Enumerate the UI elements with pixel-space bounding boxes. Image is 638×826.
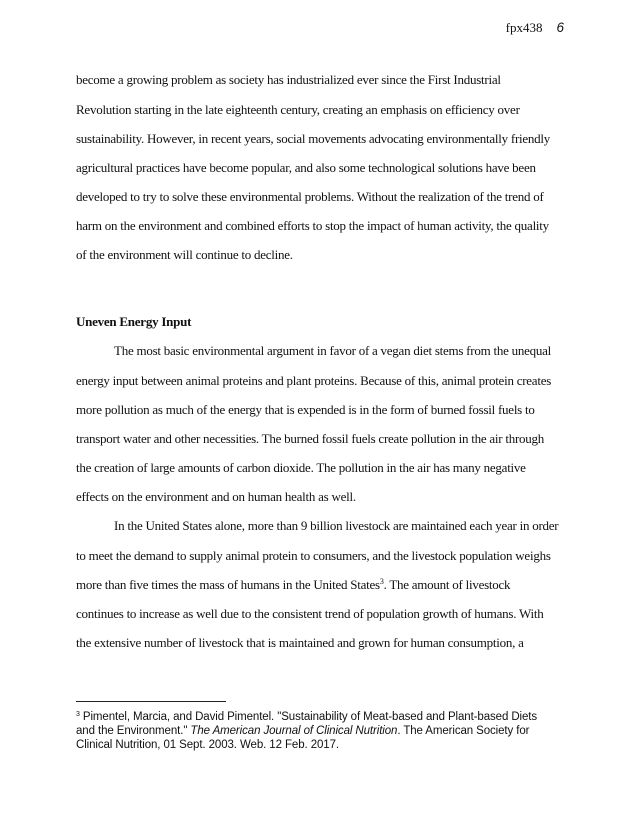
footnote-line2-tail: . The American Society for (397, 725, 530, 737)
footnote-line1-text: Pimentel, Marcia, and David Pimentel. "Sustainability of Meat-based and Plant-based Diets (79, 711, 538, 723)
page-number: 6 (556, 20, 564, 35)
paragraph1-line: the creation of large amounts of carbon dioxide. The pollution in the air has many negative (76, 460, 526, 475)
paragraph2-line3-text: more than five times the mass of humans in the United States (76, 577, 380, 592)
paragraph2-line: In the United States alone, more than 9 billion livestock are maintained each year in order (114, 518, 559, 533)
footnote-line: Clinical Nutrition, 01 Sept. 2003. Web. 12 Feb. 2017. (76, 739, 339, 751)
paragraph1-line: energy input between animal proteins and plant proteins. Because of this, animal protein creates (76, 373, 552, 388)
paragraph1-line: transport water and other necessities. The burned fossil fuels create pollution in the air through (76, 431, 545, 446)
paragraph1-line: The most basic environmental argument in favor of a vegan diet stems from the unequal (114, 343, 551, 358)
intro-line: agricultural practices have become popular, and also some technological solutions have been (76, 160, 536, 175)
footnote-reference: 3 (379, 577, 384, 586)
paragraph2-line: to meet the demand to supply animal protein to consumers, and the livestock population weighs (76, 548, 551, 563)
footnote-divider (76, 701, 226, 702)
section-heading: Uneven Energy Input (76, 314, 192, 329)
paragraph2-line (76, 577, 510, 593)
paragraph1-line: more pollution as much of the energy that is expended is in the form of burned fossil fuels to (76, 402, 535, 417)
footnote-line (76, 724, 529, 738)
footnote-journal-title: The American Journal of Clinical Nutrition (190, 725, 398, 737)
intro-line: become a growing problem as society has industrialized ever since the First Industrial (76, 72, 501, 87)
intro-line: developed to try to solve these environmental problems. Without the realization of the trend of (76, 189, 544, 204)
paragraph2-line3-tail: . The amount of livestock (383, 577, 511, 592)
footnote-marker: 3 (76, 711, 80, 718)
footnote-line (76, 710, 537, 724)
document-code: fpx438 (505, 20, 543, 35)
paragraph2-line: continues to increase as well due to the consistent trend of population growth of humans. With (76, 606, 544, 621)
intro-line: Revolution starting in the late eighteenth century, creating an emphasis on efficiency over (76, 102, 520, 117)
intro-line: harm on the environment and combined efforts to stop the impact of human activity, the quality (76, 218, 549, 233)
intro-line: sustainability. However, in recent years, social movements advocating environmentally friendly (76, 131, 551, 146)
page-header (506, 20, 564, 36)
paragraph1-line: effects on the environment and on human health as well. (76, 489, 356, 504)
paragraph2-line: the extensive number of livestock that is maintained and grown for human consumption, a (76, 635, 524, 650)
footnote-line2-text: and the Environment." (76, 725, 191, 737)
intro-line: of the environment will continue to decline. (76, 247, 293, 262)
